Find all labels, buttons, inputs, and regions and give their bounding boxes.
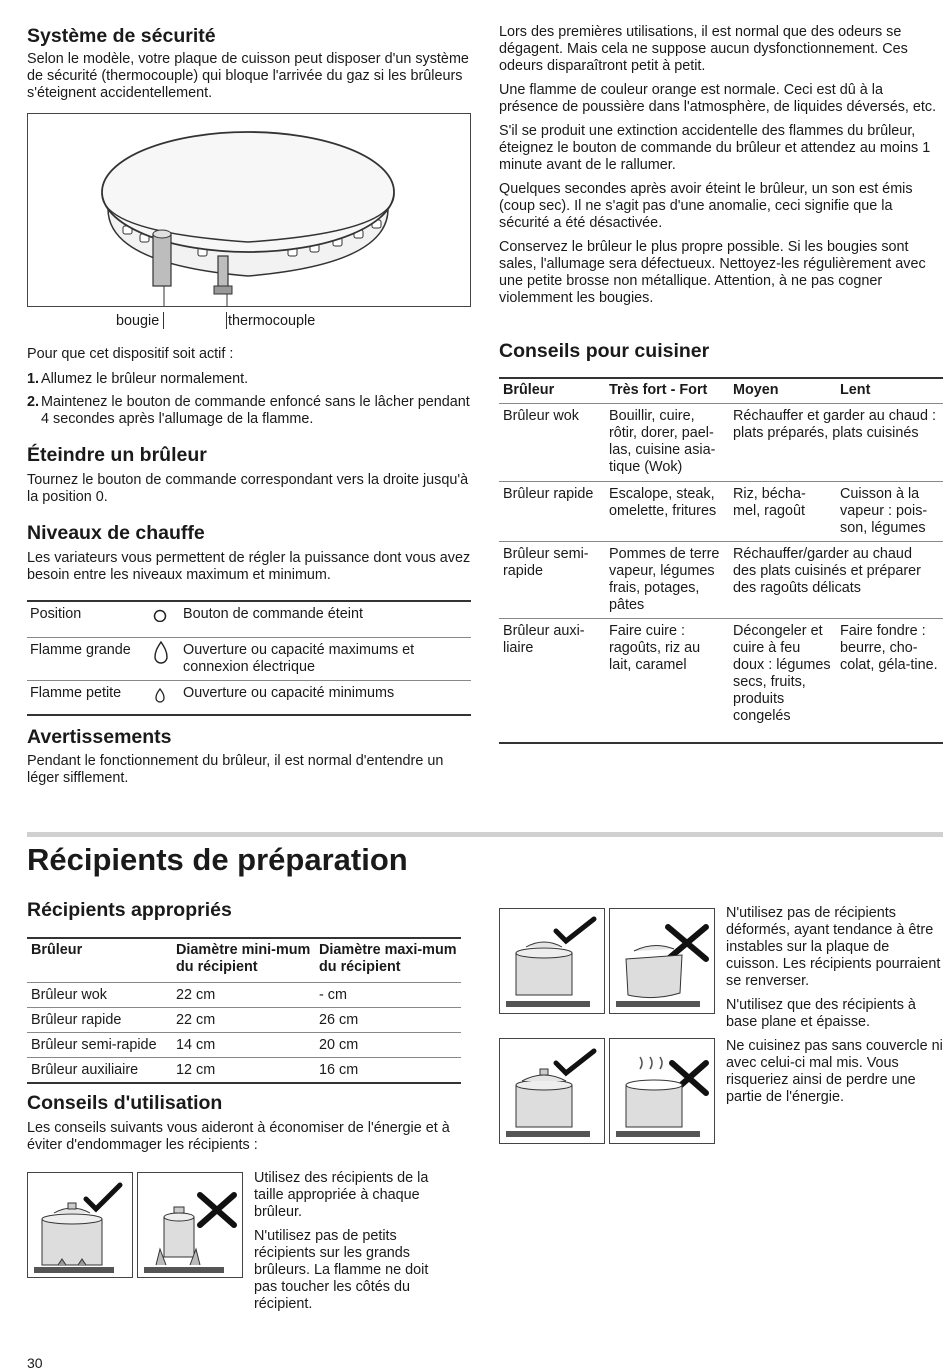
cell: Faire cuire : ragoûts, riz au lait, caramel [605,619,729,743]
page-number: 30 [27,1355,43,1370]
cell: Réchauffer et garder au chaud : plats préparés, plats cuisinés [733,408,936,441]
label-thermocouple-line [226,312,227,329]
levels-table [27,600,471,716]
cell: Escalope, steak, omelette, fritures [605,482,729,542]
paragraph: Conservez le brûleur le plus propre possible. Si les bougies sont sales, l'allumage sera défectueux. Nettoyez-les régulièrement avec une petite brosse non métallique. Attention, à ne pas cogner violemment les bougies. [499,239,926,306]
cell: Brûleur wok [503,408,579,424]
pot-correct-size-image [27,1172,133,1278]
col-header: Diamètre maxi-mum du récipient [319,942,457,975]
cell: Brûleur rapide [499,482,605,542]
right-paragraphs [499,24,943,307]
cell: 26 cm [315,1008,461,1033]
cell: Riz, bécha-mel, ragoût [729,482,836,542]
table-row [27,1008,461,1033]
tip-size-2: N'utilisez pas de petits récipients sur les grands brûleurs. La flamme ne doit pas toucher les côtés du récipient. [254,1228,429,1312]
levels-title: Niveaux de chauffe [27,522,205,544]
tip-lid: Ne cuisinez pas sans couvercle ni avec celui-ci mal mis. Vous risqueriez ainsi de perdre une partie de l'énergie. [726,1038,943,1105]
col-header: Brûleur [503,382,555,398]
security-title: Système de sécurité [27,25,216,47]
burner-diagram [27,113,471,307]
tips-size [254,1170,454,1313]
large-flame-icon [153,637,181,680]
table-header-row [499,378,943,404]
cell: Cuisson à la vapeur : pois-son, légumes [836,482,943,542]
cell: 12 cm [172,1058,315,1084]
cell: Brûleur auxiliaire [27,1058,172,1084]
cell: Brûleur wok [27,983,172,1008]
col-header: Très fort - Fort [609,382,708,398]
col-header: Moyen [733,382,779,398]
tip-flat-2: N'utilisez que des récipients à base plane et épaisse. [726,997,916,1030]
pot-lid-correct-image [499,1038,605,1144]
level-position: Flamme grande [27,637,153,680]
table-row [27,680,471,715]
level-desc: Ouverture ou capacité minimums [181,680,471,715]
usage-title: Conseils d'utilisation [27,1092,223,1114]
cell: Brûleur semi-rapide [499,542,605,619]
cooking-table [499,377,943,744]
label-bougie-line [163,312,164,329]
table-row [499,482,943,542]
paragraph: Quelques secondes après avoir éteint le brûleur, un son est émis (coup sec). Il ne s'agit pas d'une anomalie, ceci signifie que la sécurité a été désactivée. [499,181,913,231]
burner-illustration [28,114,470,306]
tip-flat-1: N'utilisez pas de récipients déformés, ayant tendance à être instables sur la plaque de cuisson. Les récipients pourraient se renverser. [726,905,941,989]
cell: 16 cm [315,1058,461,1084]
recipients-title: Récipients de préparation [27,842,408,877]
list-item: 2. Maintenez le bouton de commande enfoncé sans le lâcher pendant 4 secondes après l'allumage de la flamme. [27,394,470,427]
cell: Faire fondre : beurre, cho-colat, géla-tine. [836,619,943,743]
levels-text: Les variateurs vous permettent de régler la puissance dont vous avez besoin entre les niveaux maximum et minimum. [27,550,471,583]
level-position: Position [30,606,82,622]
col-header: Diamètre mini-mum du récipient [176,942,311,975]
cell: Décongeler et cuire à feu doux : légumes secs, fruits, produits congelés [729,619,836,743]
suitable-title: Récipients appropriés [27,899,232,921]
pot-flat-correct-image [499,908,605,1014]
warnings-title: Avertissements [27,726,172,748]
paragraph: S'il se produit une extinction accidentelle des flammes du brûleur, éteignez le bouton de commande du brûleur et attendez au moins 1 minute avant de le rallumer. [499,123,931,173]
cell: Brûleur auxi-liaire [499,619,605,743]
security-intro: Selon le modèle, votre plaque de cuisson peut disposer d'un système de sécurité (thermocouple) qui bloque l'arrivée du gaz si les brûleurs s'éteignent accidentellement. [27,51,469,101]
list-item: 1. Allumez le brûleur normalement. [27,371,249,387]
extinguish-text: Tournez le bouton de commande correspondant vers la droite jusqu'à la position 0. [27,472,469,505]
cooking-title: Conseils pour cuisiner [499,340,710,362]
paragraph: Lors des premières utilisations, il est normal que des odeurs se dégagent. Mais cela ne suppose aucun dysfonctionnement. Ces odeurs disparaîtront petit à petit. [499,24,908,74]
table-row [499,619,943,743]
pot-flat-wrong-image [609,908,715,1014]
label-thermocouple: thermocouple [228,313,316,329]
tip-size-1: Utilisez des récipients de la taille appropriée à chaque brûleur. [254,1170,429,1220]
cell: 22 cm [172,1008,315,1033]
table-row [27,1033,461,1058]
cell: 20 cm [315,1033,461,1058]
table-row [499,404,943,482]
extinguish-title: Éteindre un brûleur [27,444,207,466]
pot-lid-wrong-image [609,1038,715,1144]
table-row [27,637,471,680]
col-header: Brûleur [31,942,83,958]
cell: Réchauffer/garder au chaud des plats cuisinés et préparer des ragoûts délicats [729,542,943,619]
paragraph: Une flamme de couleur orange est normale. Ceci est dû à la présence de poussière dans l'atmosphère, de liquides déversés, etc. [499,82,937,115]
usage-text: Les conseils suivants vous aideront à économiser de l'énergie et à éviter d'endommager les récipients : [27,1120,450,1153]
table-header-row [27,938,461,983]
small-flame-icon [153,680,181,715]
warnings-text: Pendant le fonctionnement du brûleur, il est normal d'entendre un léger sifflement. [27,753,444,786]
pot-wrong-size-image [137,1172,243,1278]
security-active-intro: Pour que cet dispositif soit actif : [27,346,234,362]
cell: 14 cm [172,1033,315,1058]
level-position: Flamme petite [27,680,153,715]
table-row [27,983,461,1008]
table-row [499,542,943,619]
recipients-table [27,937,461,1084]
cell: Bouillir, cuire, rôtir, dorer, pael-las, cuisine asia-tique (Wok) [609,408,716,475]
section-divider [27,832,943,837]
cell: Brûleur rapide [27,1008,172,1033]
off-circle-icon [153,601,181,637]
cell: Pommes de terre vapeur, légumes frais, potages, pâtes [605,542,729,619]
cell: Brûleur semi-rapide [27,1033,172,1058]
tips-flat-lid [726,905,943,1106]
table-row [27,1058,461,1084]
cell: 22 cm [172,983,315,1008]
col-header: Lent [840,382,871,398]
level-desc: Bouton de commande éteint [183,606,364,622]
label-bougie: bougie [116,313,160,329]
level-desc: Ouverture ou capacité maximums et connexion électrique [181,637,471,680]
security-steps [27,371,471,434]
table-row [27,601,471,637]
cell: - cm [315,983,461,1008]
